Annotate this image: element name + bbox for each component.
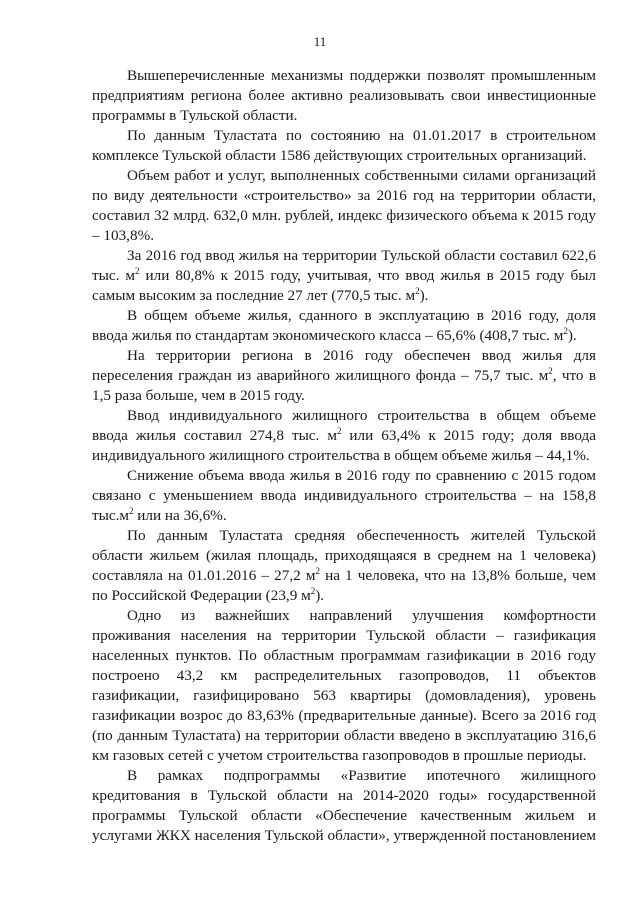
paragraph-text: В рамках подпрограммы «Развитие ипотечного жилищного кредитования в Тульской области на 2014-2020 годы» государственной программы Тульской области «Обеспечение качественным жильем и услугами ЖКХ населения Тульской области», утвержденной постановлением <box>92 767 596 844</box>
paragraph <box>92 66 596 126</box>
paragraph-text: Снижение объема ввода жилья в 2016 году по сравнению с 2015 годом связано с уменьшением ввода индивидуального строительства – на 158,8 тыс.м <box>92 467 596 524</box>
superscript: 2 <box>315 565 320 576</box>
paragraph <box>92 406 596 466</box>
superscript: 2 <box>548 365 553 376</box>
superscript: 2 <box>336 425 342 436</box>
superscript: 2 <box>129 505 134 516</box>
superscript: 2 <box>135 265 140 276</box>
superscript: 2 <box>415 285 420 296</box>
paragraph-text: Вышеперечисленные механизмы поддержки позволят промышленным предприятиям региона более активно реализовывать свои инвестиционные программы в Тульской области. <box>92 67 596 124</box>
paragraph <box>92 606 596 766</box>
paragraph-text: ). <box>419 287 429 304</box>
paragraph-text: или 63,4% к 2015 году; доля ввода индивидуального жилищного строительства в общем объеме жилья – 44,1%. <box>92 427 597 464</box>
paragraph-text: или на 36,6%. <box>133 507 227 524</box>
superscript: 2 <box>310 585 316 596</box>
body-text <box>92 66 596 846</box>
paragraph-text: ). <box>315 587 325 604</box>
superscript: 2 <box>563 325 568 336</box>
paragraph-text: на 1 человека, что на 13,8% больше, чем по Российской Федерации (23,9 м <box>92 567 597 604</box>
paragraph-text: , что в 1,5 раза больше, чем в 2015 году. <box>92 367 596 404</box>
paragraph-text: По данным Туластата по состоянию на 01.01.2017 в строительном комплексе Тульской области 1586 действующих строительных организаций. <box>92 127 596 164</box>
page-number: 11 <box>313 34 327 49</box>
paragraph-text: Одно из важнейших направлений улучшения комфортности проживания населения на территории Тульской области – газификация населенных пунктов. По областным программам газификации в 2016 году построено 43,2 км распределительных газопроводов, 11 объектов газификации, газифицировано 563 квартиры (домовладения), уровень газификации возрос до 83,63% (предварительные данные). Всего за 2016 год (по данным Туластата) на территории области введено в эксплуатацию 316,6 км газовых сетей с учетом строительства газопроводов в прошлые периоды. <box>92 607 596 764</box>
paragraph-text: ). <box>567 327 577 344</box>
paragraph-text: В общем объеме жилья, сданного в эксплуатацию в 2016 году, доля ввода жилья по стандартам экономического класса – 65,6% (408,7 тыс. м <box>92 307 596 344</box>
paragraph <box>92 126 596 166</box>
paragraph <box>92 246 596 306</box>
paragraph-text: Ввод индивидуального жилищного строительства в общем объеме ввода жилья составил 274,8 тыс. м <box>92 407 596 444</box>
paragraph <box>92 306 596 346</box>
paragraph-text: По данным Туластата средняя обеспеченность жителей Тульской области жильем (жилая площадь, приходящаяся в среднем на 1 человека) составляла на 01.01.2016 – 27,2 м <box>92 527 596 584</box>
paragraph-text: или 80,8% к 2015 году, учитывая, что ввод жилья в 2015 году был самым высоким за последние 27 лет (770,5 тыс. м <box>92 267 596 304</box>
paragraph-text: На территории региона в 2016 году обеспечен ввод жилья для переселения граждан из аварийного жилищного фонда – 75,7 тыс. м <box>92 347 596 384</box>
paragraph <box>92 466 596 526</box>
paragraph-text: Объем работ и услуг, выполненных собственными силами организаций по виду деятельности «строительство» за 2016 год на территории области, составил 32 млрд. 632,0 млн. рублей, индекс физического объема к 2015 году – 103,8%. <box>92 167 596 244</box>
paragraph-text: За 2016 год ввод жилья на территории Тульской области составил 622,6 тыс. м <box>92 247 596 284</box>
paragraph <box>92 166 596 246</box>
paragraph <box>92 526 596 606</box>
paragraph <box>92 346 596 406</box>
paragraph <box>92 766 596 846</box>
